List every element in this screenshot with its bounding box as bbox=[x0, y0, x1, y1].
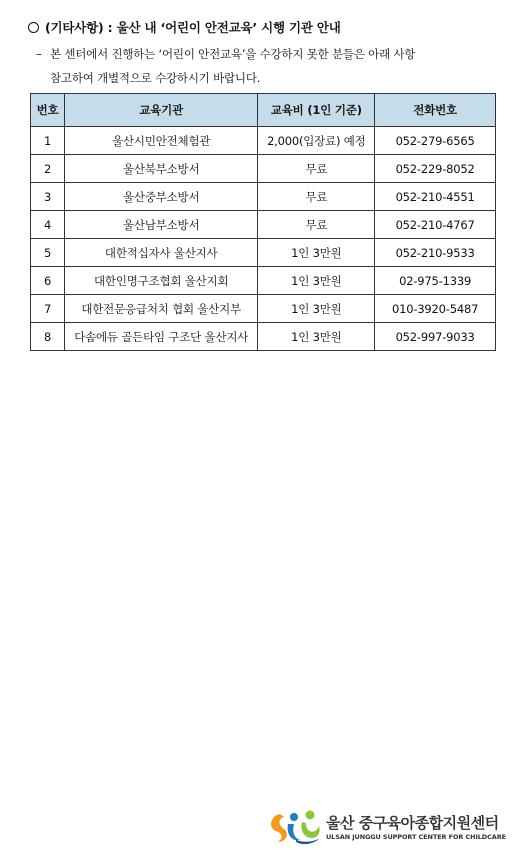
table-row bbox=[31, 323, 496, 351]
row-number: 5 bbox=[31, 239, 65, 267]
row-institution: 대한전문응급처치 협회 울산지부 bbox=[64, 295, 257, 323]
row-institution: 울산북부소방서 bbox=[64, 155, 257, 183]
row-fee: 2,000(입장료) 예정 bbox=[258, 127, 375, 155]
row-fee: 무료 bbox=[258, 155, 375, 183]
row-institution: 울산중부소방서 bbox=[64, 183, 257, 211]
notice-line-1 bbox=[36, 42, 506, 66]
notice-text bbox=[36, 42, 506, 90]
header-phone: 전화번호 bbox=[375, 94, 496, 127]
row-institution: 다솜에듀 골든타임 구조단 울산지사 bbox=[64, 323, 257, 351]
table-row bbox=[31, 155, 496, 183]
institution-table bbox=[30, 93, 496, 351]
table-row bbox=[31, 183, 496, 211]
center-logo-mark-icon bbox=[266, 808, 324, 846]
header-number: 번호 bbox=[31, 94, 65, 127]
header-institution: 교육기관 bbox=[64, 94, 257, 127]
center-name-korean: 울산 중구육아종합지원센터 bbox=[326, 814, 499, 832]
circle-bullet-icon bbox=[28, 22, 39, 33]
table-row bbox=[31, 127, 496, 155]
row-phone: 010-3920-5487 bbox=[375, 295, 496, 323]
table-row bbox=[31, 295, 496, 323]
table-header-row bbox=[31, 94, 496, 127]
row-number: 4 bbox=[31, 211, 65, 239]
row-fee: 1인 3만원 bbox=[258, 295, 375, 323]
notice-line-2: 참고하여 개별적으로 수강하시기 바랍니다. bbox=[50, 71, 261, 85]
row-institution: 울산시민안전체험관 bbox=[64, 127, 257, 155]
row-phone: 052-210-9533 bbox=[375, 239, 496, 267]
row-number: 7 bbox=[31, 295, 65, 323]
table-row bbox=[31, 267, 496, 295]
header-fee: 교육비 (1인 기준) bbox=[258, 94, 375, 127]
row-number: 2 bbox=[31, 155, 65, 183]
row-fee: 1인 3만원 bbox=[258, 323, 375, 351]
row-phone: 052-997-9033 bbox=[375, 323, 496, 351]
row-phone: 052-210-4551 bbox=[375, 183, 496, 211]
row-number: 3 bbox=[31, 183, 65, 211]
center-name-english: ULSAN JUNGGU SUPPORT CENTER FOR CHILDCARE bbox=[326, 833, 506, 841]
row-institution: 울산남부소방서 bbox=[64, 211, 257, 239]
row-phone: 02-975-1339 bbox=[375, 267, 496, 295]
row-phone: 052-229-8052 bbox=[375, 155, 496, 183]
row-fee: 무료 bbox=[258, 183, 375, 211]
notice-line-1-text: 본 센터에서 진행하는 ‘어린이 안전교육’을 수강하지 못한 분들은 아래 사항 bbox=[50, 47, 416, 61]
center-logo bbox=[266, 808, 512, 846]
row-phone: 052-279-6565 bbox=[375, 127, 496, 155]
row-number: 8 bbox=[31, 323, 65, 351]
row-number: 6 bbox=[31, 267, 65, 295]
dash-bullet: – bbox=[36, 47, 42, 61]
section-heading-text: (기타사항) : 울산 내 ‘어린이 안전교육’ 시행 기관 안내 bbox=[45, 20, 341, 35]
table-row bbox=[31, 211, 496, 239]
row-fee: 1인 3만원 bbox=[258, 239, 375, 267]
table-row bbox=[31, 239, 496, 267]
section-heading bbox=[28, 18, 341, 36]
row-fee: 무료 bbox=[258, 211, 375, 239]
row-number: 1 bbox=[31, 127, 65, 155]
row-institution: 대한적십자사 울산지사 bbox=[64, 239, 257, 267]
row-phone: 052-210-4767 bbox=[375, 211, 496, 239]
row-institution: 대한인명구조협회 울산지회 bbox=[64, 267, 257, 295]
row-fee: 1인 3만원 bbox=[258, 267, 375, 295]
